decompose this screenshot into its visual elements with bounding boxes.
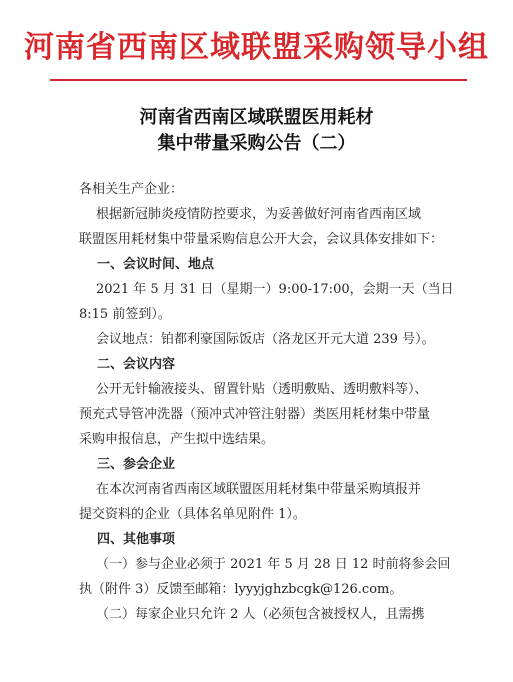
- notice-title-line1: 河南省西南区域联盟医用耗材: [139, 107, 374, 128]
- section2-line2: 预充式导管冲洗器（预冲式冲管注射器）类医用耗材集中带量: [79, 407, 431, 422]
- section3-heading: 三、参会企业: [97, 457, 176, 472]
- section1-heading: 一、会议时间、地点: [97, 257, 215, 272]
- section4-item2-line1: （二）每家企业只允许 2 人（必须包含被授权人，且需携: [96, 607, 425, 622]
- section1-time-line1: 2021 年 5 月 31 日（星期一）9:00-17:00，会期一天（当日: [96, 282, 454, 297]
- section1-place: 会议地点：铂都利豪国际饭店（洛龙区开元大道 239 号）。: [96, 332, 435, 347]
- section4-heading: 四、其他事项: [97, 532, 176, 547]
- section3-line1: 在本次河南省西南区域联盟医用耗材集中带量采购填报并: [96, 482, 422, 497]
- notice-title-line2: 集中带量采购公告（二）: [157, 133, 356, 154]
- section3-line2: 提交资料的企业（具体名单见附件 1）。: [79, 507, 306, 522]
- org-masthead: 河南省西南区域联盟采购领导小组: [24, 30, 489, 65]
- salutation: 各相关生产企业：: [79, 182, 184, 197]
- section4-item1-line1: （一）参与企业必须于 2021 年 5 月 28 日 12 时前将参会回: [96, 557, 451, 572]
- intro-line1: 根据新冠肺炎疫情防控要求，为妥善做好河南省西南区域: [96, 207, 422, 222]
- section4-item1-line2: 执（附件 3）反馈至邮箱：lyyyjghzbcgk@126.com。: [79, 582, 403, 597]
- section2-line1: 公开无针输液接头、留置针贴（透明敷贴、透明敷料等）、: [96, 382, 428, 397]
- section2-heading: 二、会议内容: [97, 357, 176, 372]
- intro-line2: 联盟医用耗材集中带量采购信息公开大会，会议具体安排如下：: [79, 232, 444, 247]
- section2-line3: 采购申报信息，产生拟中选结果。: [79, 432, 275, 447]
- red-divider: [50, 79, 467, 81]
- section1-time-line2: 8:15 前签到）。: [79, 307, 171, 322]
